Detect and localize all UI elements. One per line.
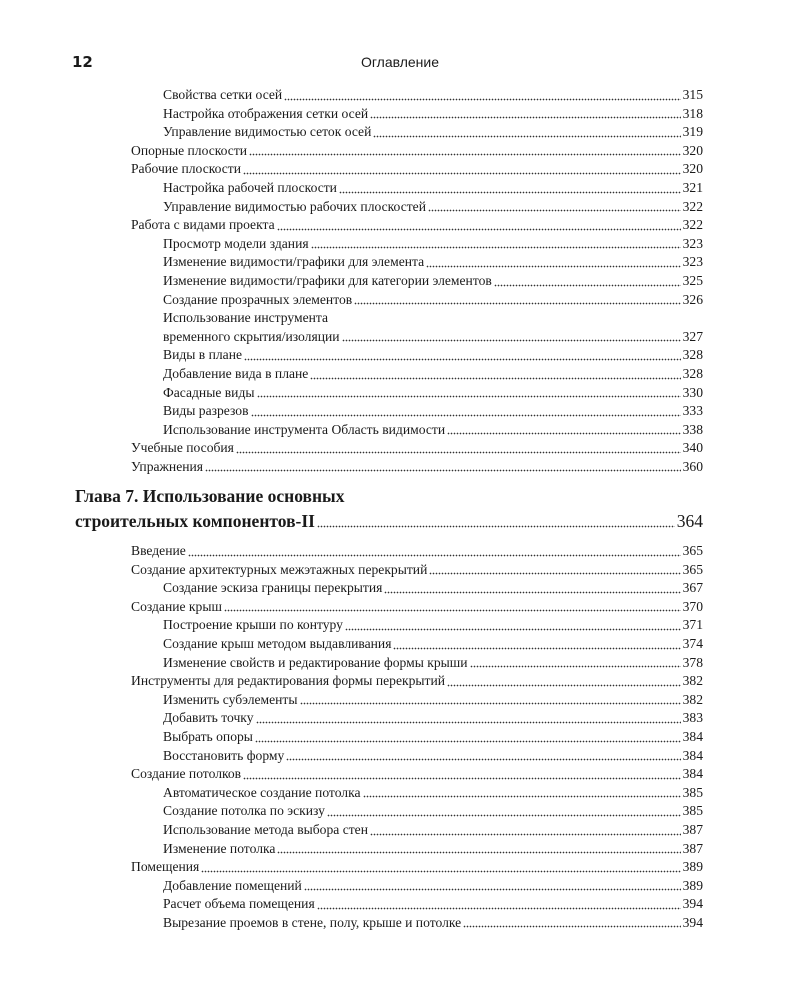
entry-title: Опорные плоскости (131, 142, 248, 158)
entry-title: Создание прозрачных элементов (163, 291, 353, 307)
entry-title: Автоматическое создание потолка (163, 784, 361, 800)
toc-entry[interactable] (131, 346, 703, 365)
dot-leader (255, 733, 681, 743)
toc-entry[interactable] (131, 672, 703, 691)
dot-leader (342, 332, 681, 342)
dot-leader (257, 388, 681, 398)
entry-title: Рабочие плоскости (131, 161, 242, 177)
entry-page: 323 (682, 254, 703, 270)
entry-title: Изменение потолка (163, 840, 276, 856)
entry-title: Изменение свойств и редактирование формы крыши (163, 654, 468, 670)
entry-page: 384 (682, 766, 703, 782)
entry-title: Помещения (131, 859, 200, 875)
entry-page: 315 (682, 87, 703, 102)
entry-title: Создание крыш (131, 598, 222, 614)
entry-title: Просмотр модели здания (163, 235, 309, 251)
toc-entry[interactable] (131, 858, 703, 877)
toc-entry[interactable] (131, 598, 703, 617)
entry-page: 325 (682, 272, 703, 288)
dot-leader (494, 277, 681, 287)
dot-leader (243, 770, 681, 780)
entry-title: Выбрать опоры (163, 728, 253, 744)
dot-leader (447, 677, 681, 687)
toc-list-bottom (131, 542, 703, 932)
dot-leader (249, 146, 681, 156)
entry-title: Учебные пособия (131, 440, 234, 456)
entry-title: Работа с видами проекта (131, 217, 275, 233)
toc-entry[interactable] (131, 802, 703, 821)
entry-page: 389 (682, 877, 703, 893)
toc-entry[interactable] (131, 765, 703, 784)
dot-leader (201, 863, 680, 873)
entry-title: Инструменты для редактирования формы перекрытий (131, 673, 446, 689)
toc-entry[interactable] (131, 561, 703, 580)
entry-page: 389 (682, 859, 703, 875)
entry-page: 387 (682, 840, 703, 856)
entry-page: 385 (682, 784, 703, 800)
entry-page: 382 (682, 673, 703, 689)
page-number: 12 (72, 53, 93, 71)
dot-leader (463, 918, 680, 928)
entry-title: Добавление вида в плане (163, 365, 309, 381)
dot-leader (236, 444, 681, 454)
entry-page: 394 (682, 914, 703, 930)
entry-page: 365 (682, 543, 703, 558)
dot-leader (363, 788, 681, 798)
entry-page: 338 (682, 421, 703, 437)
entry-page: 370 (682, 598, 703, 614)
chapter-heading[interactable] (75, 484, 703, 534)
entry-title: Добавление помещений (163, 877, 302, 893)
entry-title: Изменить субэлементы (163, 691, 298, 707)
dot-leader (244, 351, 681, 361)
entry-page: 323 (682, 235, 703, 251)
entry-title: Создание эскиза границы перекрытия (163, 580, 383, 596)
entry-title: Настройка рабочей плоскости (163, 179, 337, 195)
dot-leader (310, 370, 680, 380)
entry-title: Управление видимостью сеток осей (163, 124, 372, 140)
toc-entry[interactable] (131, 123, 703, 142)
dot-leader (284, 91, 680, 101)
toc-entry[interactable] (131, 635, 703, 654)
entry-page: 360 (682, 458, 703, 474)
running-title: Оглавление (360, 54, 440, 70)
dot-leader (470, 658, 681, 668)
toc-entry[interactable] (131, 914, 703, 933)
entry-page: 384 (682, 728, 703, 744)
dot-leader (251, 407, 681, 417)
dot-leader (243, 165, 681, 175)
entry-line (163, 328, 703, 347)
toc-entry[interactable] (131, 272, 703, 291)
dot-leader (304, 881, 681, 891)
entry-page: 320 (682, 161, 703, 177)
dot-leader (339, 184, 681, 194)
dot-leader (188, 547, 681, 557)
toc-entry[interactable] (131, 542, 703, 561)
toc-entry[interactable] (131, 384, 703, 403)
toc-entry[interactable] (131, 439, 703, 458)
entry-page: 378 (682, 654, 703, 670)
entry-title: Использование инструмента (163, 310, 329, 326)
entry-title: Создание потолка по эскизу (163, 803, 325, 819)
entry-page: 328 (682, 347, 703, 363)
toc-entry[interactable] (131, 179, 703, 198)
dot-leader (317, 900, 681, 910)
entry-page: 326 (682, 291, 703, 307)
dot-leader (311, 239, 681, 249)
toc-entry[interactable] (131, 421, 703, 440)
dot-leader (426, 258, 680, 268)
dot-leader (224, 602, 681, 612)
dot-leader (256, 714, 681, 724)
dot-leader (205, 462, 681, 472)
toc-entry[interactable] (131, 198, 703, 217)
entry-page: 327 (682, 328, 703, 344)
entry-page: 385 (682, 803, 703, 819)
entry-line (163, 309, 703, 328)
entry-title: Введение (131, 543, 186, 558)
chapter-title-line1: Глава 7. Использование основных (75, 486, 345, 506)
entry-page: 322 (682, 198, 703, 214)
dot-leader (370, 826, 681, 836)
toc-entry[interactable] (131, 160, 703, 179)
entry-page: 321 (682, 179, 703, 195)
entry-page: 319 (682, 124, 703, 140)
entry-title: Управление видимостью рабочих плоскостей (163, 198, 426, 214)
entry-title: Использование метода выбора стен (163, 821, 368, 837)
toc-entry[interactable] (131, 654, 703, 673)
toc-entry[interactable] (131, 728, 703, 747)
entry-title: Фасадные виды (163, 384, 255, 400)
toc-entry[interactable] (131, 784, 703, 803)
dot-leader (429, 565, 680, 575)
dot-leader (277, 221, 681, 231)
entry-title: Упражнения (131, 458, 204, 474)
dot-leader (354, 295, 680, 305)
toc-entry[interactable] (131, 747, 703, 766)
toc-list-top (131, 86, 703, 476)
dot-leader (370, 109, 680, 119)
toc-entry[interactable] (131, 402, 703, 421)
toc-entry[interactable] (131, 105, 703, 124)
dot-leader (286, 751, 680, 761)
dot-leader (327, 807, 681, 817)
entry-title: Использование инструмента Область видимости (163, 421, 446, 437)
entry-title: Добавить точку (163, 710, 254, 726)
dot-leader (393, 640, 680, 650)
toc-entry[interactable] (131, 895, 703, 914)
entry-title: Построение крыши по контуру (163, 617, 343, 633)
dot-leader (277, 844, 680, 854)
chapter-page: 364 (676, 511, 703, 531)
entry-page: 374 (682, 635, 703, 651)
entry-page: 320 (682, 142, 703, 158)
entry-page: 387 (682, 821, 703, 837)
toc-entry[interactable] (131, 840, 703, 859)
dot-leader (373, 128, 680, 138)
entry-page: 384 (682, 747, 703, 763)
toc-entry[interactable] (131, 142, 703, 161)
entry-title: Вырезание проемов в стене, полу, крыше и потолке (163, 914, 462, 930)
toc-entry[interactable] (131, 253, 703, 272)
entry-page: 318 (682, 105, 703, 121)
entry-page: 367 (682, 580, 703, 596)
dot-leader (345, 621, 681, 631)
dot-leader (300, 695, 681, 705)
toc-entry[interactable] (131, 235, 703, 254)
toc-entry[interactable] (131, 579, 703, 598)
dot-leader (384, 584, 680, 594)
entry-title: Создание архитектурных межэтажных перекрытий (131, 561, 428, 577)
entry-page: 382 (682, 691, 703, 707)
entry-title: Создание потолков (131, 766, 242, 782)
entry-title: Изменение видимости/графики для категории элементов (163, 272, 492, 288)
entry-title-cont: временного скрытия/изоляции (163, 328, 340, 344)
toc-entry[interactable] (131, 216, 703, 235)
toc-entry[interactable] (131, 691, 703, 710)
dot-leader (317, 518, 675, 528)
entry-page: 322 (682, 217, 703, 233)
entry-page: 371 (682, 617, 703, 633)
toc-entry[interactable] (131, 877, 703, 896)
toc-entry[interactable] (131, 309, 703, 346)
entry-page: 333 (682, 403, 703, 419)
entry-page: 383 (682, 710, 703, 726)
entry-title: Настройка отображения сетки осей (163, 105, 369, 121)
entry-title: Свойства сетки осей (163, 87, 283, 102)
entry-title: Виды разрезов (163, 403, 249, 419)
entry-page: 394 (682, 896, 703, 912)
toc-entry[interactable] (131, 616, 703, 635)
toc-entry[interactable] (131, 458, 703, 477)
chapter-title-line2: строительных компонентов-II (75, 511, 315, 531)
entry-page: 328 (682, 365, 703, 381)
dot-leader (428, 202, 681, 212)
entry-page: 365 (682, 561, 703, 577)
entry-page: 330 (682, 384, 703, 400)
toc-entry[interactable] (131, 821, 703, 840)
entry-title: Восстановить форму (163, 747, 285, 763)
entry-title: Расчет объема помещения (163, 896, 315, 912)
toc-entry[interactable] (131, 291, 703, 310)
dot-leader (447, 425, 681, 435)
entry-title: Изменение видимости/графики для элемента (163, 254, 425, 270)
toc-entry[interactable] (131, 86, 703, 105)
entry-title: Виды в плане (163, 347, 243, 363)
toc-entry[interactable] (131, 709, 703, 728)
toc-entry[interactable] (131, 365, 703, 384)
entry-page: 340 (682, 440, 703, 456)
entry-title: Создание крыш методом выдавливания (163, 635, 392, 651)
